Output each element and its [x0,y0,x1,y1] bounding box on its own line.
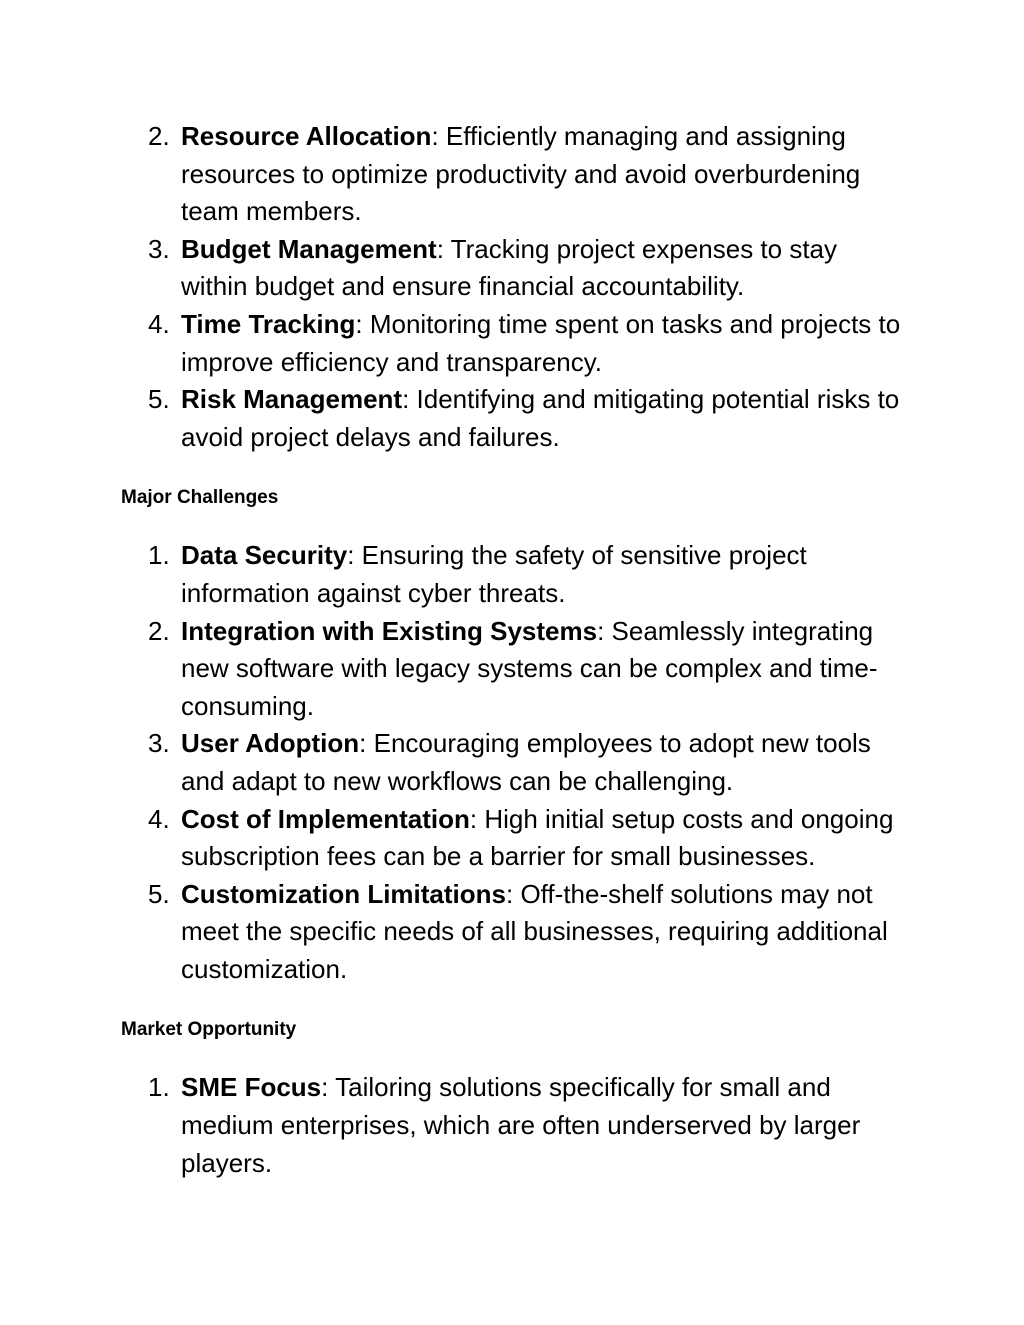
list-item-separator: : [597,615,605,646]
list-number: 5. [148,878,170,909]
list-item-term: Time Tracking [181,308,356,339]
section-heading-market-opportunity: Market Opportunity [121,1019,297,1041]
list-item [0,876,1024,989]
list-number: 3. [148,233,170,264]
list-item-separator: : [321,1072,329,1103]
list-item-separator: : [469,803,478,834]
list-item-term: Risk Management [181,384,403,415]
challenges-list [0,537,1024,988]
list-item-text: Ensuring the safety of sensitive project information against cyber threats. [181,540,807,608]
list-item [0,306,1024,381]
list-number: 1. [148,1072,170,1103]
document-page [0,118,1024,1182]
features-list-continued [0,118,1024,456]
list-item-term: User Adoption [181,728,360,759]
list-item [0,801,1024,876]
list-item-text: High initial setup costs and ongoing subscription fees can be a barrier for small businesses. [181,803,894,872]
list-item [0,537,1024,612]
list-number: 2. [148,121,170,151]
list-item-separator: : [347,540,355,571]
list-item-text: Identifying and mitigating potential risks to avoid project delays and failures. [181,384,900,452]
opportunity-list [0,1069,1024,1182]
list-item-term: Budget Management [181,233,437,264]
list-item-text: Tailoring solutions specifically for small and medium enterprises, which are often underserved by larger players. [181,1072,861,1178]
list-item-text: Tracking project expenses to stay within budget and ensure financial accountability. [181,233,838,302]
list-item [0,381,1024,456]
list-item [0,231,1024,306]
list-number: 5. [148,384,170,415]
list-item-term: Cost of Implementation [181,803,470,834]
section-heading-major-challenges: Major Challenges [121,487,279,509]
list-item-text: Seamlessly integrating new software with legacy systems can be complex and time-consuming. [181,615,878,721]
list-item-term: Customization Limitations [181,878,506,909]
list-item-text: Efficiently managing and assigning resources to optimize productivity and avoid overburdening team members. [181,121,861,227]
list-item-text: Off-the-shelf solutions may not meet the specific needs of all businesses, requiring additional customization. [181,878,888,984]
list-item-separator: : [436,233,444,264]
list-item-term: Data Security [181,540,348,571]
list-item [0,613,1024,726]
list-item-term: Integration with Existing Systems [181,615,598,646]
list-item-text: Monitoring time spent on tasks and projects to improve efficiency and transparency. [181,308,901,377]
list-number: 4. [148,803,170,834]
list-item-term: Resource Allocation [181,121,432,151]
list-item [0,118,1024,231]
list-number: 3. [148,728,170,759]
list-number: 2. [148,615,170,646]
list-item [0,725,1024,800]
list-item-separator: : [359,728,367,759]
list-item-text: Encouraging employees to adopt new tools and adapt to new workflows can be challenging. [181,728,871,796]
list-item-term: SME Focus [181,1072,322,1103]
list-item-separator: : [431,121,439,151]
list-item-separator: : [402,384,410,415]
list-item [0,1069,1024,1182]
list-item-separator: : [506,878,514,909]
list-number: 4. [148,308,170,339]
list-number: 1. [148,540,170,571]
list-item-separator: : [355,308,363,339]
